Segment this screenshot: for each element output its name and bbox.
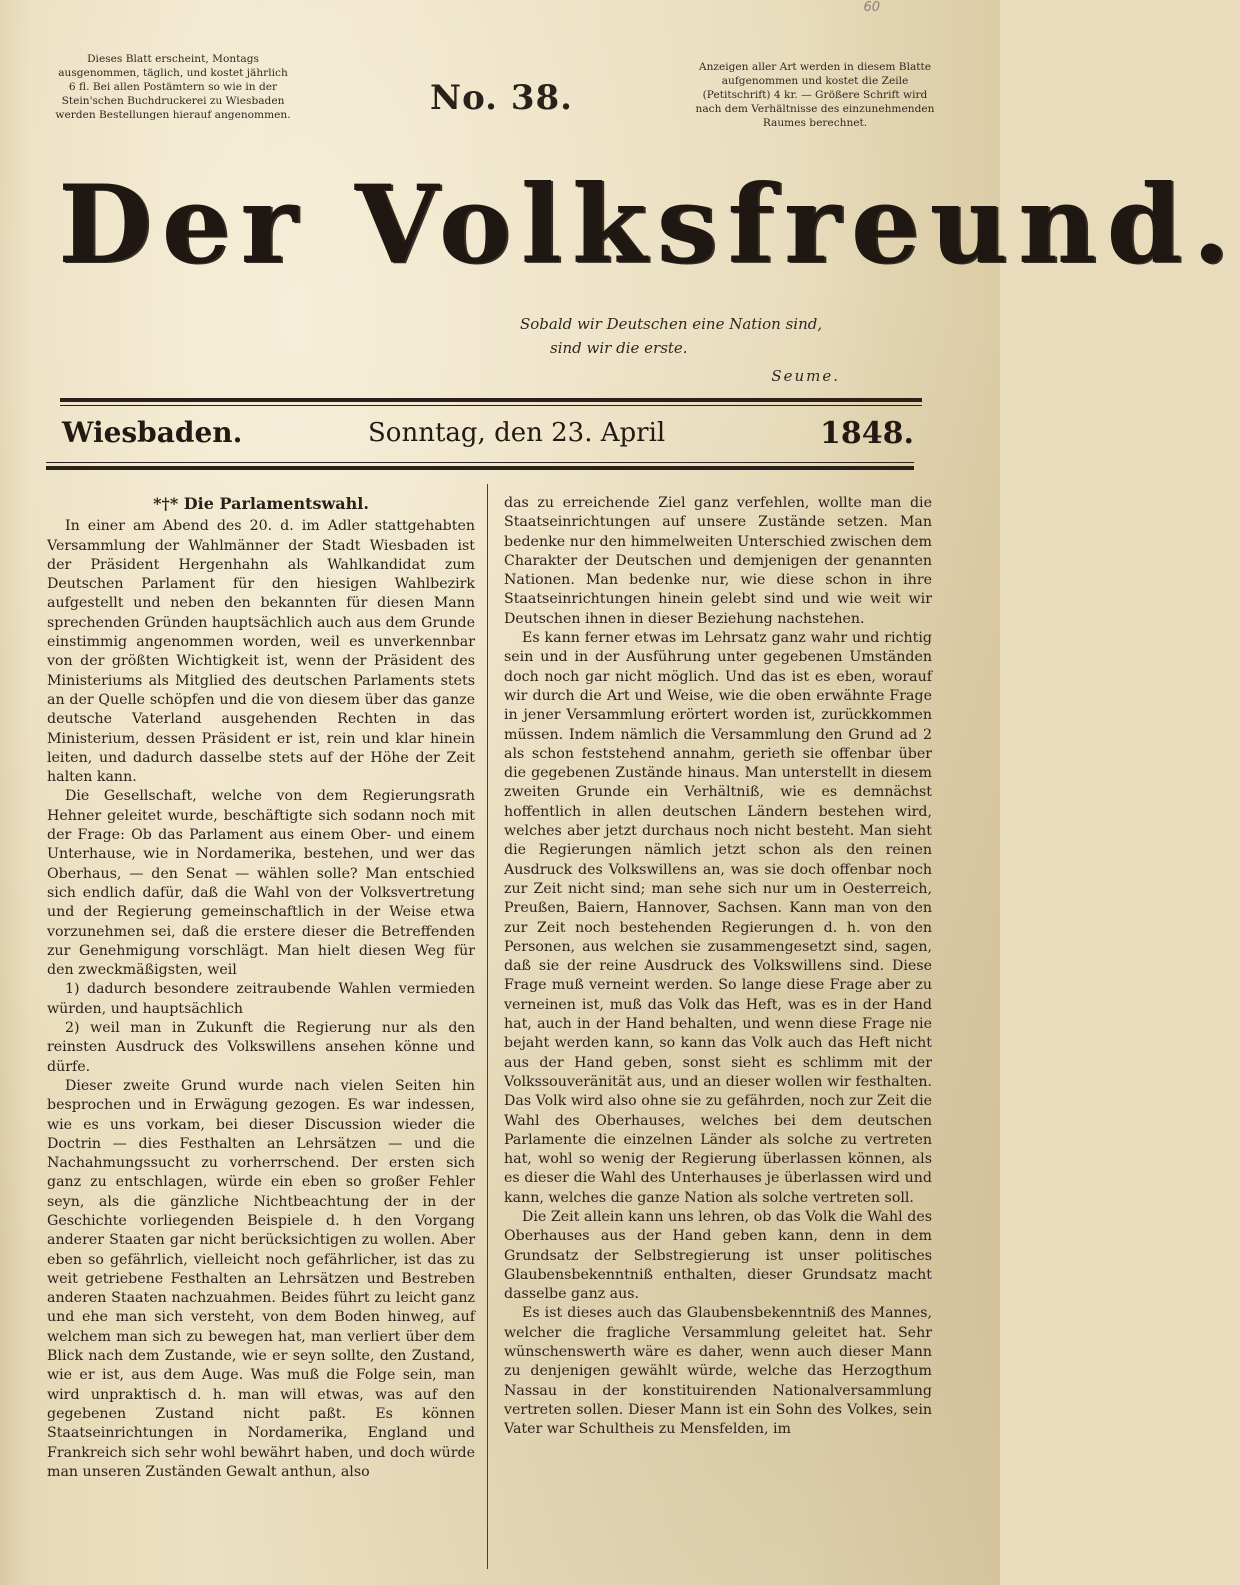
dateline-date: Sonntag, den 23. April	[368, 418, 666, 448]
top-rule-thick	[60, 398, 922, 402]
motto	[520, 312, 880, 388]
top-rule-thin	[60, 405, 922, 406]
dateline-rule-thin	[46, 462, 914, 463]
column-separator	[487, 484, 488, 1569]
paragraph: das zu erreichende Ziel ganz verfehlen, wollte man die Staatseinrichtungen auf unsere Zustände setzen. Man bedenke nur den himmelweiten Unterschied zwischen dem Charakter der Deutschen und demjenigen der genannten Nationen. Man bedenke nur, wie diese schon in ihre Staatseinrichtungen hinein gelebt sind und wie weit wir Deutschen ihnen in dieser Beziehung nachstehen.	[504, 495, 932, 627]
paragraph: Dieser zweite Grund wurde nach vielen Seiten hin besprochen und in Erwägung gezogen. Es war indessen, wie es uns vorkam, bei dieser Discussion wieder die Doctrin — dies Festhalten an Lehrsätzen — und die Nachahmungssucht zu vorherrschend. Der ersten sich ganz zu entschlagen, würde ein eben so großer Fehler seyn, als die gänzliche Nichtbeachtung der in der Geschichte vorliegenden Beispiele d. h den Vorgang anderer Staaten gar nicht berücksichtigen zu wollen. Aber eben so gefährlich, vielleicht noch gefährlicher, ist das zu weit getriebene Festhalten an Lehrsätzen und Bestreben anderen Staaten nachzuahmen. Beides führt zu leicht ganz und ehe man sich versteht, von dem Boden hinweg, auf welchem man sich zu bewegen hat, man verliert über dem Blick nach dem Zustande, wie er seyn sollte, den Zustand, wie er ist, aus dem Auge. Was muß die Folge sein, man wird unpraktisch d. h. man will etwas, was auf den gegebenen Zustand nicht paßt. Es können Staatseinrichtungen in Nordamerika, England und Frankreich sich sehr wohl bewährt haben, und doch würde man unseren Zuständen Gewalt anthun, also	[47, 1077, 475, 1480]
article-column-left	[47, 494, 475, 1564]
motto-author: Seume.	[771, 367, 840, 385]
paragraph: 1) dadurch besondere zeitraubende Wahlen vermieden würden, und hauptsächlich	[47, 981, 475, 1017]
paragraph: 2) weil man in Zukunft die Regierung nur als den reinsten Ausdruck des Volkswillens ansehen könne und dürfe.	[47, 1020, 475, 1075]
paragraph: Es ist dieses auch das Glaubensbekenntniß des Mannes, welcher die fragliche Versammlung geleitet hat. Sehr wünschenswerth wäre es daher, wenn auch dieser Mann zu denjenigen gewählt würde, welche das Herzogthum Nassau in der konstituirenden Nationalversammlung vertreten sollen. Dieser Mann ist ein Sohn des Volkes, sein Vater war Schultheis zu Mensfelden, im	[504, 1305, 932, 1438]
paragraph: Die Zeit allein kann uns lehren, ob das Volk die Wahl des Oberhauses aus der Hand geben kann, denn in dem Grundsatz der Selbstregierung ist unser politisches Glaubensbekenntniß enthalten, dieser Grundsatz macht dasselbe ganz aus.	[504, 1208, 932, 1303]
subscription-note: Dieses Blatt erscheint, Montags ausgenommen, täglich, und kostet jährlich 6 fl. Bei allen Postämtern so wie in der Stein'schen Buchdruckerei zu Wiesbaden werden Bestellungen hierauf angenommen.	[55, 53, 291, 121]
dateline-place: Wiesbaden.	[62, 416, 243, 449]
article-headline: *†* Die Parlamentswahl.	[153, 494, 369, 513]
paragraph: Es kann ferner etwas im Lehrsatz ganz wahr und richtig sein und in der Ausführung unter gegebenen Umständen doch noch gar nicht möglich. Und das ist es eben, worauf wir durch die Art und Weise, wie die oben erwähnte Frage in jener Versammlung erörtert worden ist, zurückkommen müssen. Indem nämlich die Versammlung den Grund ad 2 als schon feststehend annahm, gerieth sie offenbar über die gegebenen Zustände hinaus. Man unterstellt in diesem zweiten Grunde ein Verhältniß, wie es demnächst hoffentlich in allen deutschen Ländern bestehen wird, welches aber jetzt durchaus noch nicht besteht. Man sieht die Regierungen nämlich jetzt schon als den reinen Ausdruck des Volkswillens an, was sie doch offenbar noch zur Zeit nicht sind; man sehe sich nur um in Oesterreich, Preußen, Baiern, Hannover, Sachsen. Kann man von den zur Zeit noch bestehenden Regierungen d. h. von den Personen, aus welchen sie zusammengesetzt sind, sagen, daß sie der reine Ausdruck des Volkswillens sind. Diese Frage muß verneint werden. So lange diese Frage aber zu verneinen ist, muß das Volk das Heft, was es in der Hand hat, auch in der Hand behalten, und wenn diese Frage nie bejaht werden kann, so kann das Volk auch das Heft nicht aus der Hand geben, sonst sieht es schlimm mit der Volkssouveränität aus, und an dieser wollen wir festhalten. Das Volk wird also ohne sie zu gefährden, noch zur Zeit die Wahl des Oberhauses, welches bei dem deutschen Parlamente die einzelnen Länder als solche zu vertreten hat, wohl so wenig der Regierung überlassen können, als es dieser die Wahl des Unterhauses je überlassen wird und kann, welches die ganze Nation als solche vertreten soll.	[504, 630, 932, 1206]
dateline-rule-thick	[46, 466, 914, 470]
article-column-right	[504, 494, 932, 1564]
motto-line-2: sind wir die erste.	[550, 339, 688, 357]
advertising-note: Anzeigen aller Art werden in diesem Blatte aufgenommen und kostet die Zeile (Petitschrift) 4 kr. — Größere Schrift wird nach dem Verhältnisse des einzunehmenden Raumes berechnet.	[695, 61, 935, 129]
motto-line-1: Sobald wir Deutschen eine Nation sind,	[520, 315, 823, 333]
issue-number: No. 38.	[430, 78, 573, 118]
masthead-title: Der Volksfreund.	[58, 162, 1240, 288]
pencil-page-number: 60	[863, 0, 880, 15]
paragraph: Die Gesellschaft, welche von dem Regierungsrath Hehner geleitet wurde, beschäftigte sich sodann noch mit der Frage: Ob das Parlament aus einem Ober- und einem Unterhause, wie in Nordamerika, bestehen, und wer das Oberhaus, — den Senat — wählen solle? Man entschied sich endlich dafür, daß die Wahl von der Volksvertretung und der Regierung gemeinschaftlich in der Weise etwa vorzunehmen sei, daß die erstere dieser die Betreffenden zur Genehmigung vorschlägt. Man hielt diesen Weg für den zweckmäßigsten, weil	[47, 788, 475, 979]
paragraph: In einer am Abend des 20. d. im Adler stattgehabten Versammlung der Wahlmänner der Stadt Wiesbaden ist der Präsident Hergenhahn als Wahlkandidat zum Deutschen Parlament für den hiesigen Wahlbezirk aufgestellt und neben den bekannten für diesen Mann sprechenden Gründen hauptsächlich auch aus dem Grunde einstimmig angenommen worden, weil es unverkennbar von der größten Wichtigkeit ist, wenn der Präsident des Ministeriums als Mitglied des deutschen Parlaments stets an der Quelle schöpfen und die von diesem über das ganze deutsche Vaterland ausgehenden Rechten in das Ministerium, dessen Präsident er ist, rein und klar hinein leiten, und dadurch dasselbe stets auf der Höhe der Zeit halten kann.	[47, 518, 475, 786]
dateline-year: 1848.	[820, 416, 914, 451]
